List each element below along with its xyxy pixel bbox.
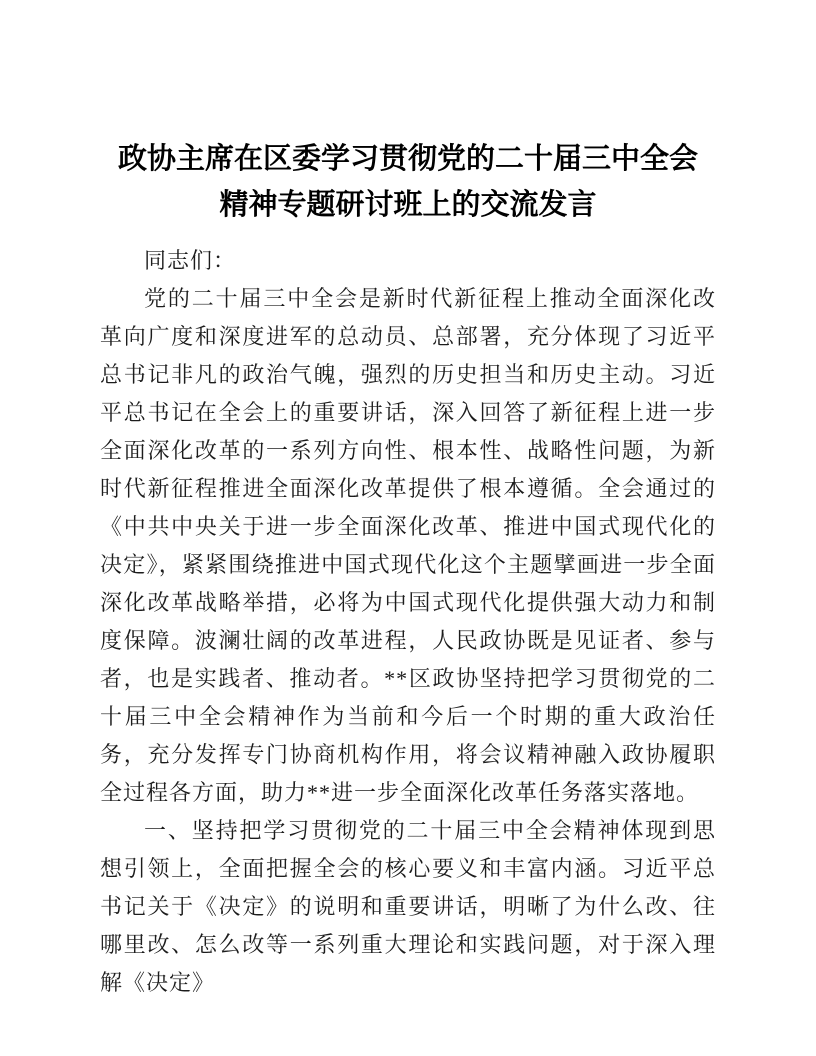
title-line-1: 政协主席在区委学习贯彻党的二十届三中全会 bbox=[117, 143, 698, 175]
paragraph-1: 党的二十届三中全会是新时代新征程上推动全面深化改革向广度和深度进军的总动员、总部署，充分体现了习近平总书记非凡的政治气魄，强烈的历史担当和历史主动。习近平总书记在全会上的重要讲话，深入回答了新征程上进一步全面深化改革的一系列方向性、根本性、战略性问题，为新时代新征程推进全面深化改革提供了根本遵循。全会通过的《中共中央关于进一步全面深化改革、推进中国式现代化的决定》，紧紧围绕推进中国式现代化这个主题擘画进一步全面深化改革战略举措，必将为中国式现代化提供强大动力和制度保障。波澜壮阔的改革进程，人民政协既是见证者、参与者，也是实践者、推动者。**区政协坚持把学习贯彻党的二十届三中全会精神作为当前和今后一个时期的重大政治任务，充分发挥专门协商机构作用，将会议精神融入政协履职全过程各方面，助力**进一步全面深化改革任务落实落地。 bbox=[100, 286, 716, 805]
paragraph-2: 一、坚持把学习贯彻党的二十届三中全会精神体现到思想引领上，全面把握全会的核心要义和丰富内涵。习近平总书记关于《决定》的说明和重要讲话，明晰了为什么改、往哪里改、怎么改等一系列重大理论和实践问题，对于深入理解《决定》 bbox=[100, 818, 716, 995]
title-line-2: 精神专题研讨班上的交流发言 bbox=[219, 189, 597, 221]
document-body bbox=[100, 242, 716, 1002]
salutation: 同志们： bbox=[144, 248, 237, 273]
document-title bbox=[100, 136, 716, 228]
